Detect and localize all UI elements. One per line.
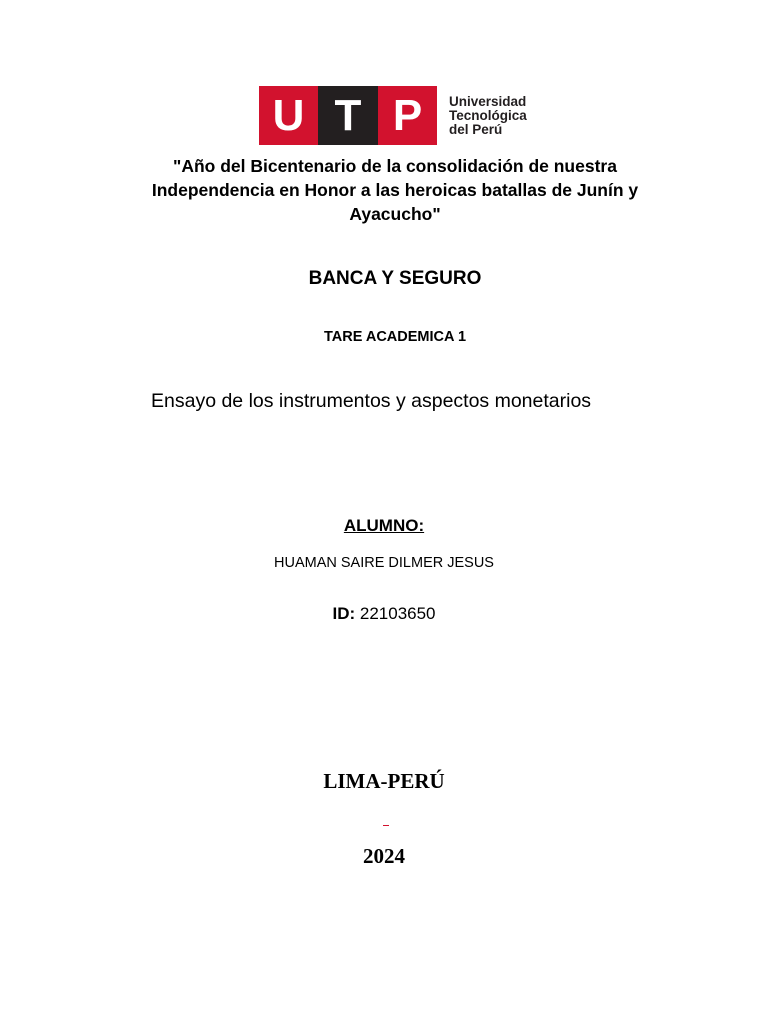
task-title: TARE ACADEMICA 1: [323, 329, 467, 345]
logo-letter-p: P: [378, 86, 437, 145]
logo-letter-u: U: [259, 86, 318, 145]
logo-name-line: del Perú: [449, 121, 503, 137]
student-id: [0, 604, 768, 624]
red-dash-mark: [383, 825, 389, 826]
student-name: HUAMAN SAIRE DILMER JESUS: [274, 555, 494, 571]
document-year: 2024: [363, 844, 405, 868]
essay-title: Ensayo de los instrumentos y aspectos monetarios: [151, 390, 592, 412]
year-motto: "Año del Bicentenario de la consolidación de nuestra Independencia en Honor a las heroicas batallas de Junín y Ayacucho": [151, 156, 639, 224]
logo-name-line: Tecnológica: [449, 107, 527, 123]
student-label: ALUMNO:: [343, 516, 425, 535]
logo-letter-t: T: [318, 86, 378, 145]
course-title: BANCA Y SEGURO: [308, 268, 482, 289]
logo-university-name: [449, 86, 527, 145]
student-id-value: 22103650: [359, 604, 436, 623]
city-country: LIMA-PERÚ: [323, 769, 445, 793]
student-id-label: ID:: [332, 604, 356, 623]
logo-name-line: Universidad: [449, 93, 527, 109]
utp-logo: [259, 86, 527, 145]
